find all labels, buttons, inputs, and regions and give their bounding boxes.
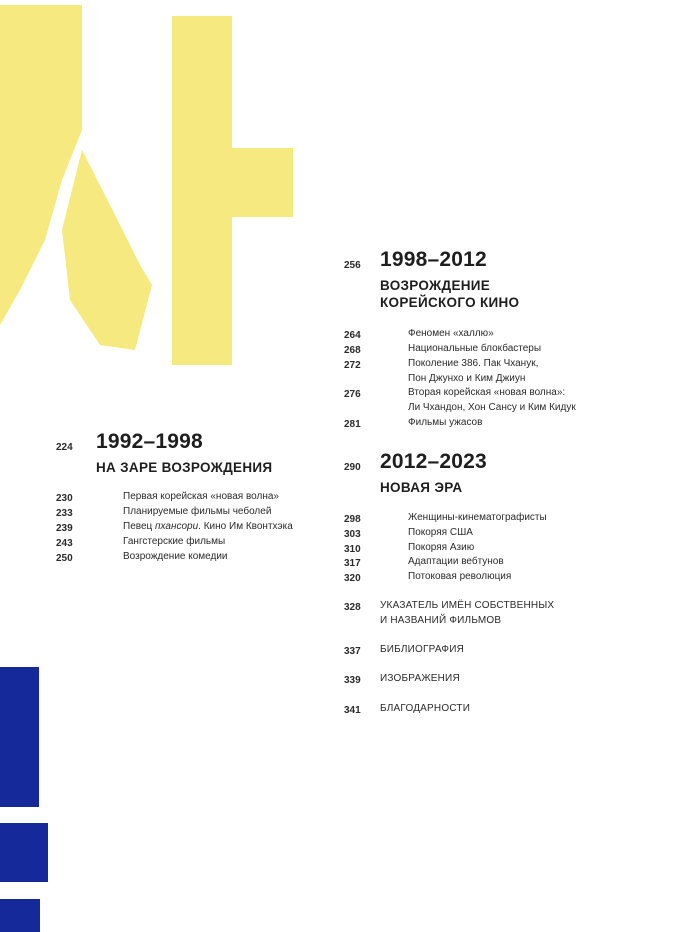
entry-title-line-2: Ли Чхандон, Хон Сансу и Ким Кидук: [408, 402, 576, 413]
entry-title: Женщины-кинематографисты: [408, 512, 547, 523]
entry-page-number: 233: [56, 508, 73, 519]
entry-page-number: 264: [344, 330, 361, 341]
entry-title: Планируемые фильмы чеболей: [123, 506, 272, 517]
section-page-number: 290: [344, 462, 361, 473]
entry-page-number: 250: [56, 553, 73, 564]
entry-title: Покоряя США: [408, 527, 473, 538]
section-page-number: 224: [56, 442, 73, 453]
entry-title: [123, 520, 293, 535]
section-title-line-1: ВОЗРОЖДЕНИЕ: [380, 278, 491, 293]
entry-page-number: 320: [344, 573, 361, 584]
entry-title: Первая корейская «новая волна»: [123, 491, 279, 502]
entry-title: Гангстерские фильмы: [123, 536, 226, 547]
appendix-page-number: 341: [344, 705, 361, 716]
appendix-page-number: 328: [344, 602, 361, 613]
entry-title: Адаптации вебтунов: [408, 556, 504, 567]
appendix-title: ИЗОБРАЖЕНИЯ: [380, 673, 460, 684]
entry-title: Покоряя Азию: [408, 542, 475, 553]
blue-block-top: [0, 667, 39, 807]
section-title-line-2: КОРЕЙСКОГО КИНО: [380, 295, 520, 310]
appendix-title: БЛАГОДАРНОСТИ: [380, 703, 471, 714]
entry-title-line-2: Пон Джунхо и Ким Джиун: [408, 373, 526, 384]
section-years: 2012–2023: [380, 450, 487, 473]
entry-title-italic-part: пхансори: [155, 521, 199, 532]
section-page-number: 256: [344, 260, 361, 271]
section-title: НОВАЯ ЭРА: [380, 480, 463, 495]
appendix-title-line-1: УКАЗАТЕЛЬ ИМЁН СОБСТВЕННЫХ: [380, 600, 555, 611]
entry-page-number: 243: [56, 538, 73, 549]
entry-page-number: 239: [56, 523, 73, 534]
entry-page-number: 303: [344, 529, 361, 540]
entry-title: Феномен «халлю»: [408, 328, 494, 339]
entry-title: Фильмы ужасов: [408, 417, 483, 428]
entry-page-number: 272: [344, 360, 361, 371]
appendix-page-number: 337: [344, 646, 361, 657]
entry-title: Национальные блокбастеры: [408, 343, 542, 354]
entry-page-number: 310: [344, 544, 361, 555]
entry-title-line-1: Вторая корейская «новая волна»:: [408, 387, 566, 398]
entry-page-number: 281: [344, 419, 361, 430]
appendix-title: БИБЛИОГРАФИЯ: [380, 644, 465, 655]
section-title: НА ЗАРЕ ВОЗРОЖДЕНИЯ: [96, 460, 273, 475]
hanja-glyph-icon: [0, 0, 300, 370]
blue-block-middle: [0, 823, 48, 882]
entry-title-part: . Кино Им Квонтхэка: [198, 521, 293, 532]
section-years: 1992–1998: [96, 430, 203, 453]
entry-page-number: 230: [56, 493, 73, 504]
entry-page-number: 276: [344, 389, 361, 400]
entry-title: Возрождение комедии: [123, 551, 228, 562]
entry-page-number: 268: [344, 345, 361, 356]
entry-title-line-1: Поколение 386. Пак Чханук,: [408, 358, 539, 369]
entry-title-part: Певец: [123, 521, 156, 532]
entry-page-number: 317: [344, 558, 361, 569]
blue-block-bottom: [0, 899, 40, 932]
entry-page-number: 298: [344, 514, 361, 525]
appendix-title-line-2: И НАЗВАНИЙ ФИЛЬМОВ: [380, 615, 502, 626]
section-years: 1998–2012: [380, 248, 487, 271]
entry-title: Потоковая революция: [408, 571, 512, 582]
appendix-page-number: 339: [344, 675, 361, 686]
